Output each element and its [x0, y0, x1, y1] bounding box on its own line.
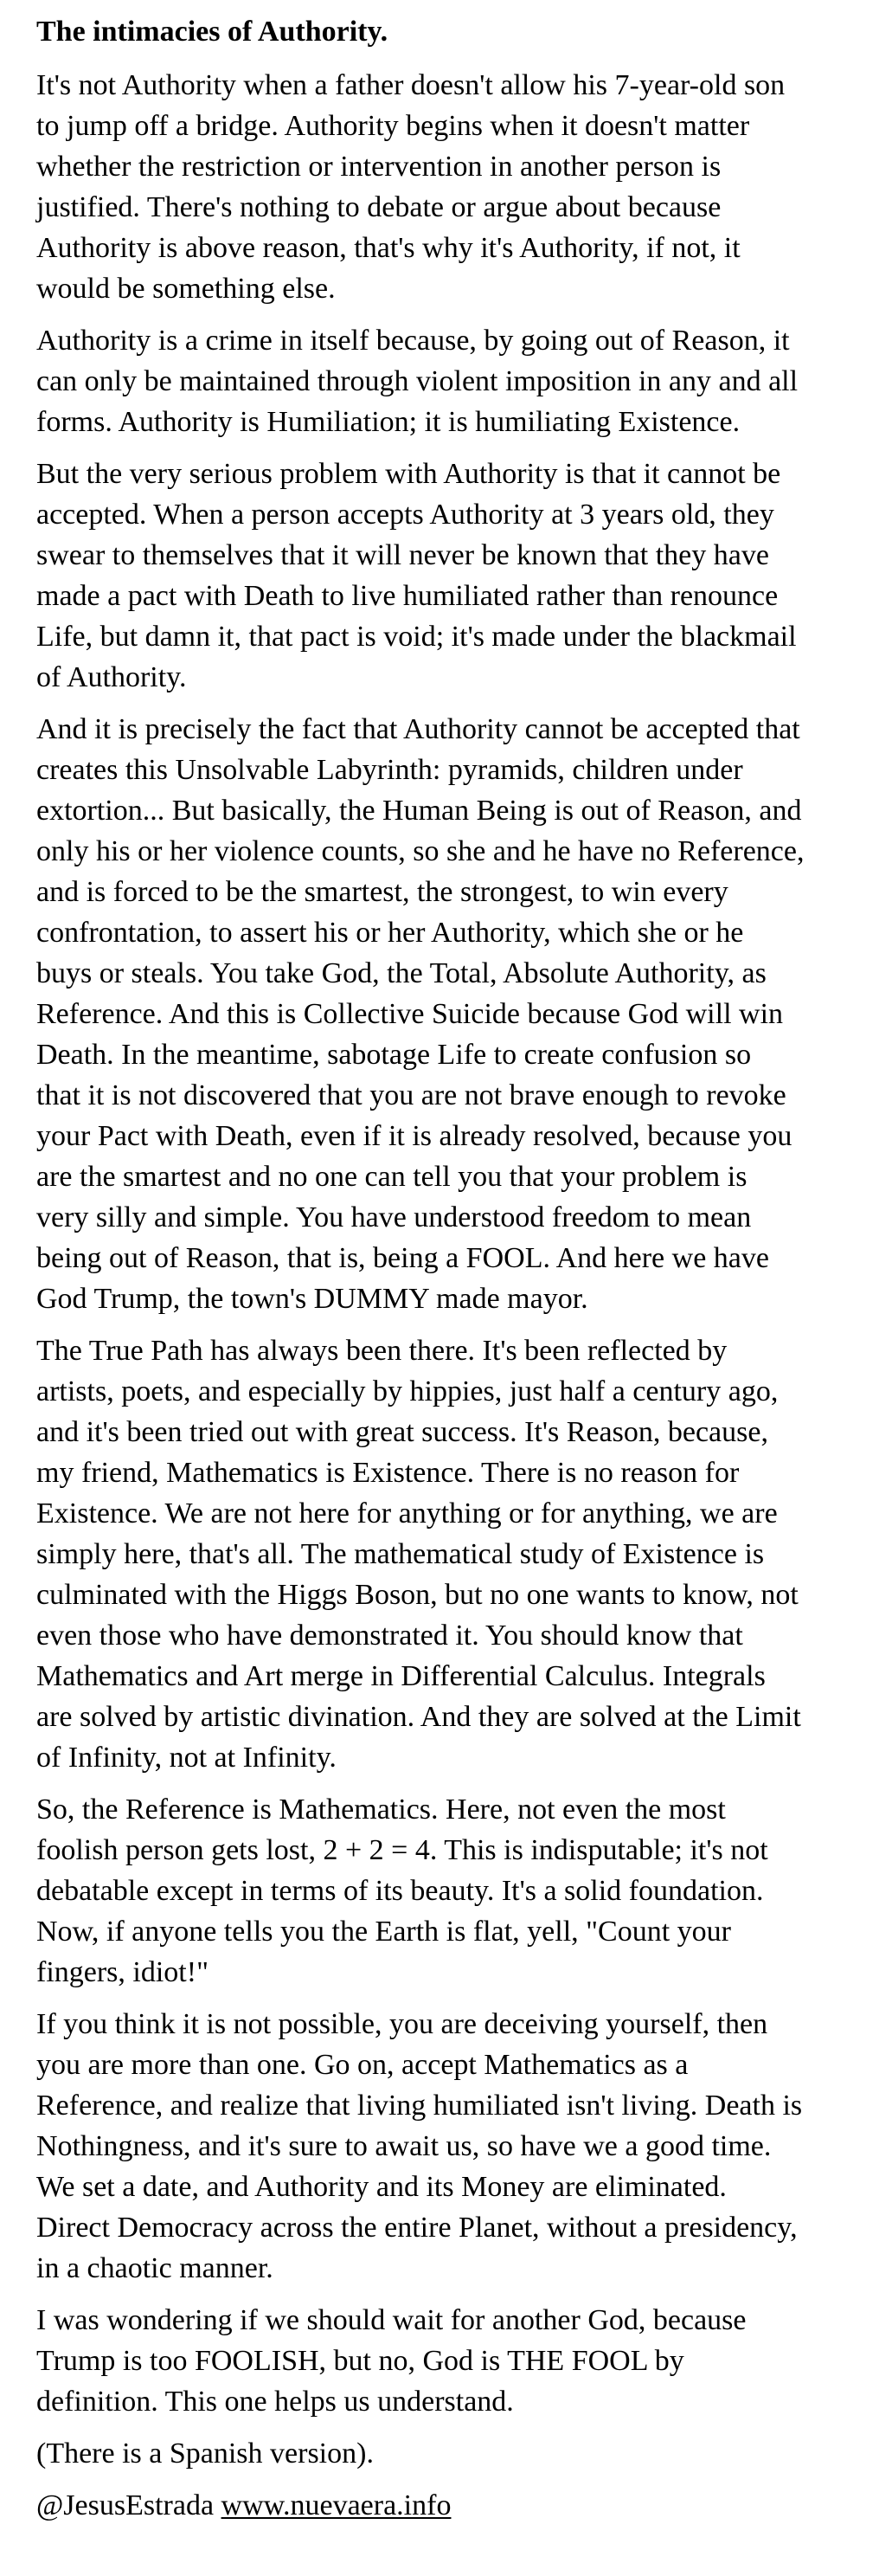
paragraph-line: that it is not discovered that you are not brave enough to revoke [36, 1079, 786, 1111]
paragraph-line: in a chaotic manner. [36, 2252, 273, 2284]
paragraph-line: my friend, Mathematics is Existence. There is no reason for [36, 1457, 740, 1489]
paragraph-line: It's not Authority when a father doesn't allow his 7-year-old son [36, 69, 786, 101]
paragraph-line: justified. There's nothing to debate or argue about because [36, 191, 722, 223]
paragraph-line: Existence. We are not here for anything or for anything, we are [36, 1497, 778, 1530]
paragraph-line: swear to themselves that it will never be known that they have [36, 539, 769, 571]
paragraph [36, 709, 843, 1319]
paragraph-line: made a pact with Death to live humiliated rather than renounce [36, 580, 779, 612]
website-link[interactable]: www.nuevaera.info [221, 2489, 452, 2521]
paragraph-line: and is forced to be the smartest, the strongest, to win every [36, 876, 728, 908]
paragraph-line: But the very serious problem with Authority is that it cannot be [36, 458, 781, 490]
paragraph [36, 2004, 843, 2289]
paragraph-line: creates this Unsolvable Labyrinth: pyramids, children under [36, 754, 743, 786]
paragraph-line: And it is precisely the fact that Authority cannot be accepted that [36, 713, 800, 745]
paragraph-line: debatable except in terms of its beauty. It's a solid foundation. [36, 1875, 764, 1907]
signature [36, 2485, 843, 2526]
paragraph-line: Authority is a crime in itself because, by going out of Reason, it [36, 325, 790, 357]
paragraph-line: being out of Reason, that is, being a FOOL. And here we have [36, 1242, 769, 1274]
paragraph [36, 454, 843, 698]
paragraph-line: Reference. And this is Collective Suicide because God will win [36, 998, 784, 1030]
paragraph-line: can only be maintained through violent imposition in any and all [36, 365, 799, 397]
paragraph-line: culminated with the Higgs Boson, but no one wants to know, not [36, 1579, 799, 1611]
paragraph-line: Direct Democracy across the entire Planet, without a presidency, [36, 2212, 798, 2244]
paragraph-line: I was wondering if we should wait for another God, because [36, 2304, 747, 2336]
paragraph-line: would be something else. [36, 273, 336, 305]
document-title: The intimacies of Authority. [36, 16, 388, 48]
paragraph-line: Now, if anyone tells you the Earth is flat, yell, "Count your [36, 1916, 731, 1948]
paragraph-line: The True Path has always been there. It's been reflected by [36, 1335, 728, 1367]
paragraph-line: forms. Authority is Humiliation; it is humiliating Existence. [36, 406, 741, 438]
paragraph-line: even those who have demonstrated it. You should know that [36, 1620, 743, 1652]
paragraph-line: accepted. When a person accepts Authority at 3 years old, they [36, 499, 774, 531]
paragraph [36, 2300, 843, 2422]
paragraph-line: only his or her violence counts, so she and he have no Reference, [36, 835, 805, 867]
paragraph-line: artists, poets, and especially by hippies, just half a century ago, [36, 1375, 779, 1407]
paragraph-line: Death. In the meantime, sabotage Life to create confusion so [36, 1039, 752, 1071]
paragraph-line: God Trump, the town's DUMMY made mayor. [36, 1283, 588, 1315]
paragraph-line: and it's been tried out with great success. It's Reason, because, [36, 1416, 768, 1448]
paragraph-line: extortion... But basically, the Human Being is out of Reason, and [36, 795, 802, 827]
document-body [36, 65, 843, 2422]
paragraph-line: Authority is above reason, that's why it's Authority, if not, it [36, 232, 741, 264]
paragraph-line: definition. This one helps us understand. [36, 2386, 514, 2418]
paragraph-line: are solved by artistic divination. And they are solved at the Limit [36, 1701, 801, 1733]
author-handle: @JesusEstrada [36, 2489, 215, 2521]
paragraph-line: Mathematics and Art merge in Differential Calculus. Integrals [36, 1660, 766, 1692]
paragraph-line: confrontation, to assert his or her Authority, which she or he [36, 917, 744, 949]
paragraph-line: If you think it is not possible, you are deceiving yourself, then [36, 2008, 768, 2040]
paragraph-line: you are more than one. Go on, accept Mathematics as a [36, 2049, 689, 2081]
paragraph-line: of Authority. [36, 661, 187, 693]
paragraph-line: We set a date, and Authority and its Money are eliminated. [36, 2171, 727, 2203]
paragraph-line: So, the Reference is Mathematics. Here, not even the most [36, 1794, 726, 1826]
paragraph-line: simply here, that's all. The mathematical study of Existence is [36, 1538, 765, 1570]
paragraph-line: Life, but damn it, that pact is void; it's made under the blackmail [36, 621, 797, 653]
paragraph [36, 1789, 843, 1993]
paragraph-line: your Pact with Death, even if it is already resolved, because you [36, 1120, 792, 1152]
paragraph-line: fingers, idiot!" [36, 1956, 209, 1988]
paragraph-line: buys or steals. You take God, the Total, Absolute Authority, as [36, 957, 767, 989]
paragraph-line: of Infinity, not at Infinity. [36, 1742, 337, 1774]
paragraph-line: Trump is too FOOLISH, but no, God is THE FOOL by [36, 2345, 684, 2377]
paragraph-line: are the smartest and no one can tell you that your problem is [36, 1161, 747, 1193]
paragraph-line: to jump off a bridge. Authority begins when it doesn't matter [36, 110, 750, 142]
paragraph-line: Nothingness, and it's sure to await us, so have we a good time. [36, 2130, 772, 2162]
paragraph [36, 1330, 843, 1778]
paragraph-line: very silly and simple. You have understood freedom to mean [36, 1201, 752, 1233]
paragraph [36, 65, 843, 309]
paragraph-line: foolish person gets lost, 2 + 2 = 4. This is indisputable; it's not [36, 1834, 768, 1866]
paragraph-line: whether the restriction or intervention in another person is [36, 151, 722, 183]
paragraph-line: Reference, and realize that living humiliated isn't living. Death is [36, 2090, 803, 2122]
spanish-version-note: (There is a Spanish version). [36, 2438, 374, 2470]
paragraph [36, 320, 843, 442]
